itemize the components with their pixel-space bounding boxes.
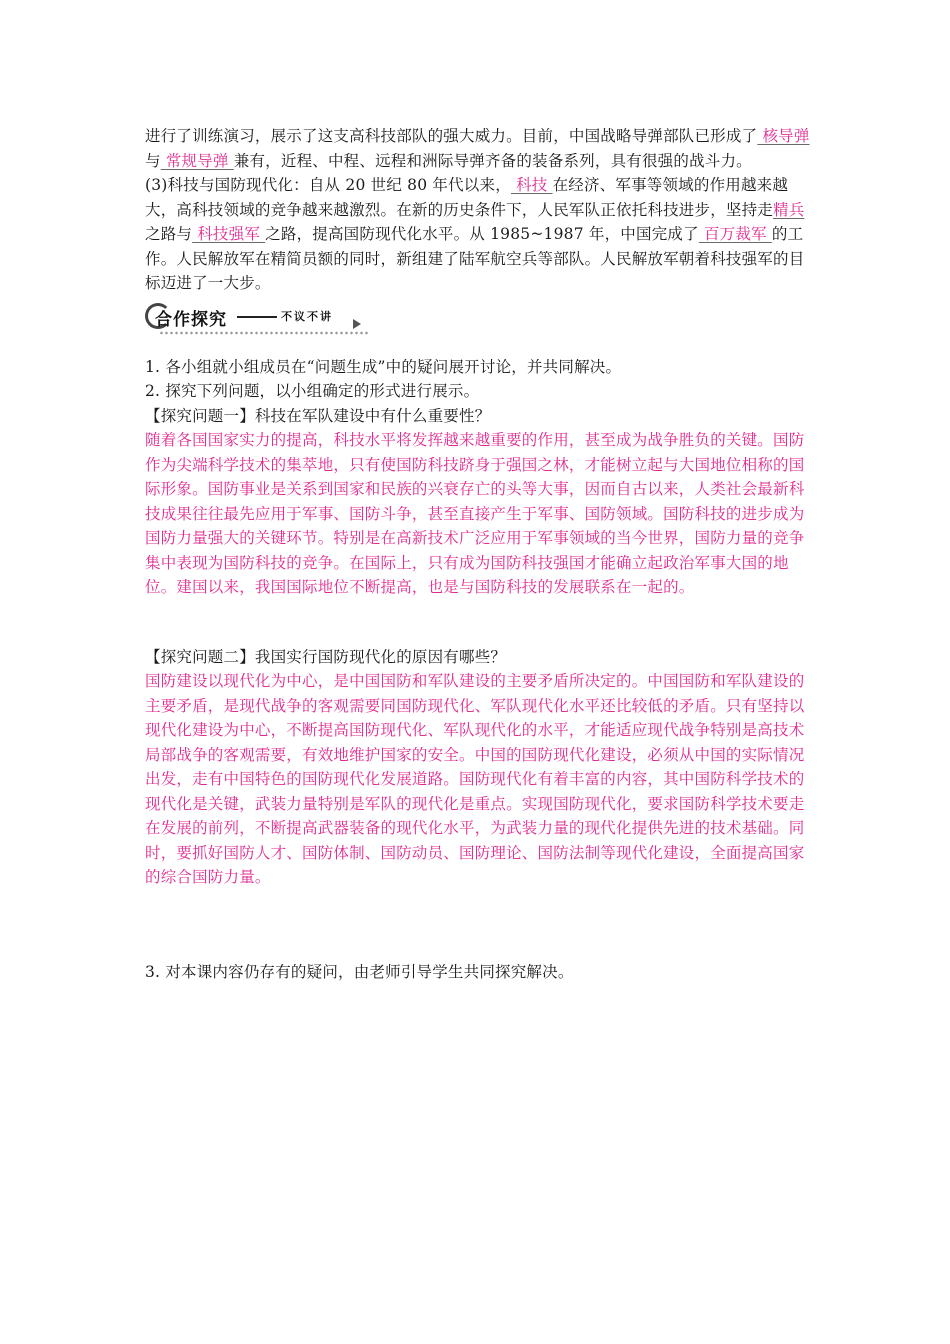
spacer <box>145 890 815 960</box>
header-arrow-icon <box>353 319 361 329</box>
section-header <box>145 299 815 335</box>
question-1: 【探究问题一】科技在军队建设中有什么重要性？ <box>145 406 491 425</box>
text-run: (3)科技与国防现代化：自从 20 世纪 80 年代以来， <box>145 176 511 194</box>
text-run: 之路，提高国防现代化水平。从 1985~1987 年，中国完成了 <box>265 225 699 243</box>
intro-paragraph-1 <box>145 124 815 173</box>
spacer <box>145 600 815 645</box>
answer-blank-elite-troops: 精兵 <box>773 200 805 219</box>
list-item-3: 3. 对本课内容仍存有的疑问，由老师引导学生共同探究解决。 <box>145 962 574 981</box>
document-page <box>145 124 815 984</box>
text-run: 的工作。人民解放军在精简员额的同时，新组建了陆军航空兵等部队。人民解放军朝着科技强军的目标迈进了一大步。 <box>145 225 805 292</box>
question-2: 【探究问题二】我国实行国防现代化的原因有哪些？ <box>145 647 507 666</box>
header-dotted-line <box>159 331 369 335</box>
list-item-2: 2. 探究下列问题，以小组确定的形式进行展示。 <box>145 382 480 400</box>
answer-blank-technology: 科技 <box>510 176 553 194</box>
answer-blank-tech-strong-army: 科技强军 <box>192 225 266 243</box>
header-dash <box>237 316 277 318</box>
list-item-1: 1. 各小组就小组成员在“问题生成”中的疑问展开讨论，并共同解决。 <box>145 357 622 376</box>
text-run: 之路与 <box>145 225 193 243</box>
text-run: 与 <box>145 151 161 170</box>
answer-blank-conventional-missile: 常规导弹 <box>160 151 234 170</box>
answer-blank-nuclear-missile: 核导弹 <box>757 127 810 145</box>
answer-blank-million-troop-cut: 百万裁军 <box>698 225 772 243</box>
section-subtitle: 不议不讲 <box>281 309 333 323</box>
answer-1: 随着各国国家实力的提高，科技水平将发挥越来越重要的作用，甚至成为战争胜负的关键。国防作为尖端科学技术的集萃地，只有使国防科技跻身于强国之林，才能树立起与大国地位相称的国际形象。国防事业是关系到国家和民族的兴衰存亡的头等大事，因而自古以来，人类社会最新科技成果往往最先应用于军事、国防斗争，甚至直接产生于军事、国防领域。国防科技的进步成为国防力量强大的关键环节。特别是在高新技术广泛应用于军事领域的当今世界，国防力量的竞争集中表现为国防科技的竞争。在国际上，只有成为国防科技强国才能确立起政治军事大国的地位。建国以来，我国国际地位不断提高，也是与国防科技的发展联系在一起的。 <box>145 431 805 596</box>
answer-2: 国防建设以现代化为中心，是中国国防和军队建设的主要矛盾所决定的。中国国防和军队建设的主要矛盾，是现代战争的客观需要同国防现代化、军队现代化水平还比较低的矛盾。只有坚持以现代化建设为中心，不断提高国防现代化、军队现代化的水平，才能适应现代战争特别是高技术局部战争的客观需要，有效地维护国家的安全。中国的国防现代化建设，必须从中国的实际情况出发，走有中国特色的国防现代化发展道路。国防现代化有着丰富的内容，其中国防科学技术的现代化是关键，武装力量特别是军队的现代化是重点。实现国防现代化，要求国防科学技术要走在发展的前列，不断提高武器装备的现代化水平，为武装力量的现代化提供先进的技术基础。同时，要抓好国防人才、国防体制、国防动员、国防理论、国防法制等现代化建设，全面提高国家的综合国防力量。 <box>145 672 805 886</box>
text-run: 在经济、军事等领域的作用越来越大，高科技领域的竞争越来越激烈。在新的历史条件下，人民军队正依托科技进步，坚持走 <box>145 176 789 219</box>
section-title: 合作探究 <box>155 309 227 330</box>
text-run: 进行了训练演习，展示了这支高科技部队的强大威力。目前，中国战略导弹部队已形成了 <box>145 127 758 145</box>
section-header-badge <box>145 303 363 329</box>
intro-paragraph-2 <box>145 173 815 296</box>
text-run: 兼有，近程、中程、远程和洲际导弹齐备的装备系列，具有很强的战斗力。 <box>233 151 752 170</box>
